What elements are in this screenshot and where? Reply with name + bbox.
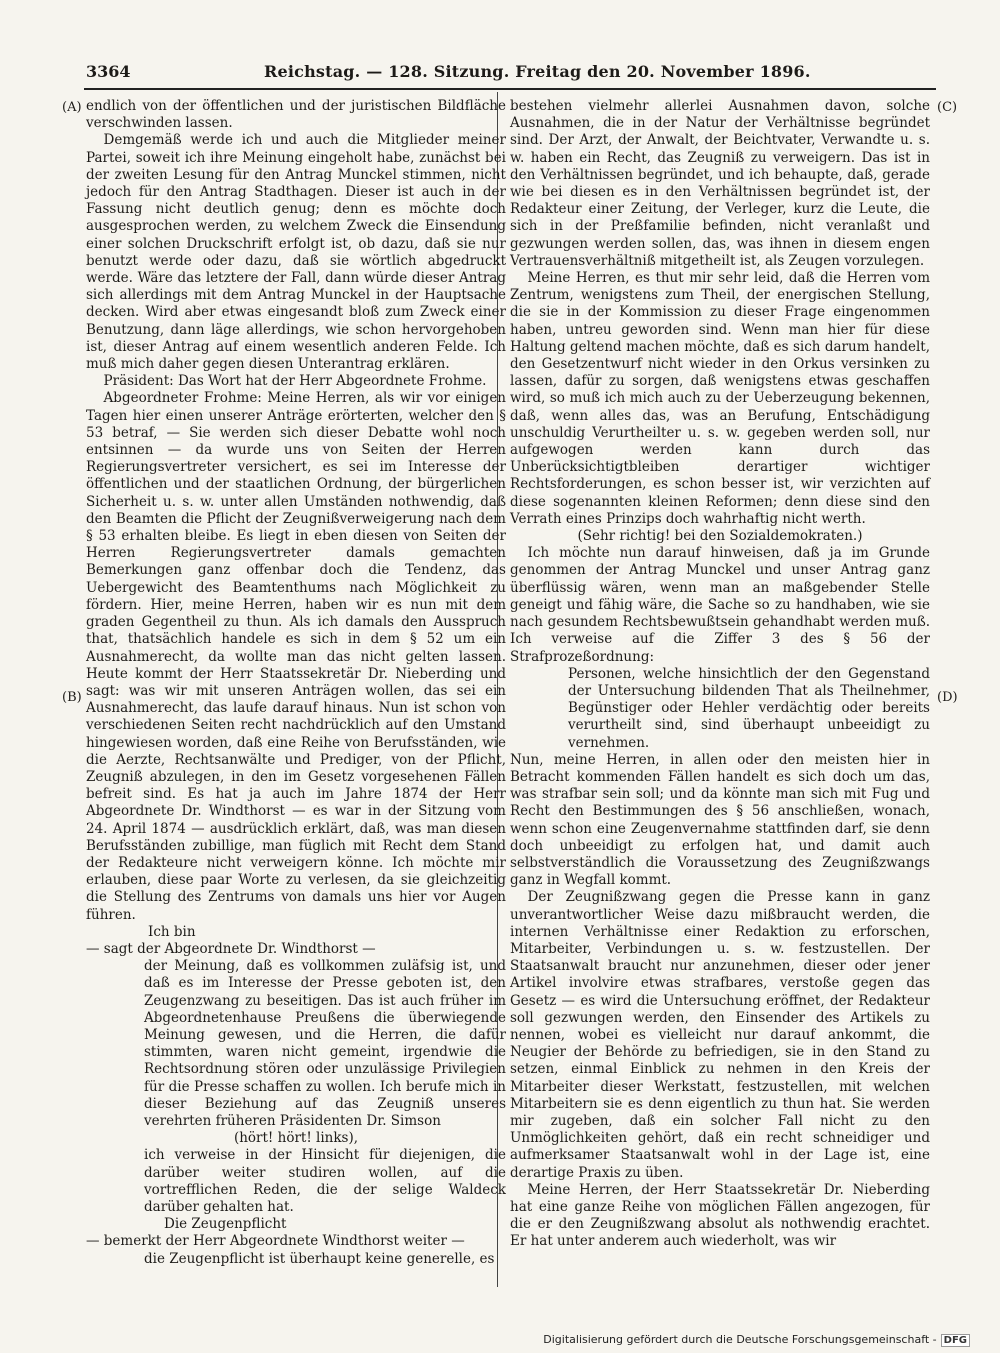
quote-line: Die Zeugenpflicht: [164, 1216, 287, 1233]
dfg-logo: DFG: [941, 1334, 970, 1347]
quote-paragraph: die Zeugenpflicht ist überhaupt keine generelle, es: [144, 1250, 495, 1267]
running-head: Reichstag. — 128. Sitzung. Freitag den 20. November 1896.: [264, 62, 811, 81]
paragraph: Meine Herren, es thut mir sehr leid, daß die Herren vom Zentrum, wenigstens zum Theil, der energischen Stellung, die sie in der Kommission zu dieser Frage eingenommen haben, untreu geworden sind. Wenn man hier für diese Haltung geltend machen möchte, daß es sich darum handelt, den Gesetzentwurf nicht wieder in den Orkus versinken zu lassen, dafür zu sorgen, daß wenigstens etwas geschaffen wird, so muß ich mich auch zu der Ueberzeugung bekennen, daß, wenn alles das, was an Berufung, Entschädigung unschuldig Verurtheilter u. s. w. gegeben werden soll, nur aufgewogen werden kann durch das Unberücksichtigtbleiben derartiger wichtiger Rechtsforderungen, es schon besser ist, wir verzichten auf diese sogenannten kleinen Reformen; denn diese sind den Verrath eines Prinzips doch wahrhaftig nicht werth.: [510, 270, 930, 527]
margin-mark-c: (C): [937, 100, 958, 115]
quote-line: Ich bin: [148, 923, 196, 940]
paragraph: Meine Herren, der Herr Staatssekretär Dr. Nieberding hat eine ganze Reihe von möglichen Fällen angezogen, für die er den Zeugnißzwang absolut als nothwendig erachtet. Er hat unter anderem auch wiederholt, was wir: [510, 1181, 930, 1250]
paragraph: endlich von der öffentlichen und der juristischen Bildfläche verschwinden lassen.: [86, 98, 506, 132]
margin-mark-a: (A): [62, 100, 82, 115]
attribution-line: — sagt der Abgeordnete Dr. Windthorst —: [86, 940, 376, 957]
page-number: 3364: [86, 62, 131, 81]
interjection: (Sehr richtig! bei den Sozialdemokraten.): [577, 528, 863, 545]
quote-paragraph: Personen, welche hinsichtlich der den Gegenstand der Untersuchung bildenden That als Theilnehmer, Begünstiger oder Hehler verdächtig oder bereits verurtheilt sind, sind überhaupt unbeeidigt zu vernehmen.: [568, 665, 930, 751]
quote-paragraph: der Meinung, daß es vollkommen zuläfsig ist, und daß es im Interesse der Presse geboten ist, den Zeugenzwang zu beseitigen. Das ist auch früher im Abgeordnetenhause Preußens die überwiegende Meinung gewesen, und die Herren, die dafür stimmten, waren nicht gemeint, irgendwie die Rechtsordnung stören oder unzulässige Privilegien für die Presse schaffen zu wollen. Ich berufe mich in dieser Beziehung auf das Zeugniß unseres verehrten früheren Präsidenten Dr. Simson: [144, 958, 506, 1129]
paragraph: Abgeordneter Frohme: Meine Herren, als wir vor einigen Tagen hier einen unserer Anträge erörterten, welcher den § 53 betraf, — Sie werden sich dieser Debatte wohl noch entsinnen — da wurde uns von Seiten der Herren Regierungsvertreter versichert, es sei im Interesse der öffentlichen und der staatlichen Ordnung, der bürgerlichen Sicherheit u. s. w. unter allen Umständen nothwendig, daß den Beamten die Pflicht der Zeugnißverweigerung nach dem § 53 erhalten bleibe. Es liegt in eben diesen von Seiten der Herren Regierungsvertreter damals gemachten Bemerkungen ganz offenbar doch die Tendenz, das Uebergewicht des Beamtenthums nach Möglichkeit zu fördern. Hier, meine Herren, haben wir es nun mit dem graden Gegentheil zu thun. Als ich damals den Ausspruch that, thatsächlich handele es sich in dem § 52 um ein Ausnahmerecht, da wollte man das nicht gelten lassen. Heute kommt der Herr Staatssekretär Dr. Nieberding und sagt: was wir mit unseren Anträgen wollen, das sei ein Ausnahmerecht, das laufe darauf hinaus. Nun ist schon von verschiedenen Seiten recht nachdrücklich auf den Umstand hingewiesen worden, daß eine Reihe von Berufsständen, wie die Aerzte, Rechtsanwälte und Prediger, von der Pflicht, Zeugniß abzulegen, in den im Gesetz vorgesehenen Fällen befreit sind. Es hat ja auch im Jahre 1874 der Herr Abgeordnete Dr. Windthorst — es war in der Sitzung vom 24. April 1874 — ausdrücklich erklärt, daß, was man diesen Berufsständen zubillige, man füglich mit Recht dem Stand der Redakteure nicht verweigern könne. Ich möchte mir erlauben, diese paar Worte zu verlesen, da sie gleichzeitig die Stellung des Zentrums von damals uns hier vor Augen führen.: [86, 390, 506, 923]
quote-paragraph: ich verweise in der Hinsicht für diejenigen, die darüber weiter studiren wollen, auf die vortrefflichen Reden, die der selige Waldeck darüber gehalten hat.: [144, 1147, 506, 1215]
paragraph: Demgemäß werde ich und auch die Mitglieder meiner Partei, soweit ich ihre Meinung eingeholt habe, zunächst bei der zweiten Lesung für den Antrag Munckel stimmen, nicht jedoch für den Antrag Stadthagen. Dieser ist auch in der Fassung nicht deutlich genug; denn es möchte doch ausgesprochen werden, zu welchem Zweck die Einsendung einer solchen Druckschrift erfolgt ist, ob dazu, daß sie nur benutzt werde oder dazu, daß sie wörtlich abgedruckt werde. Wäre das letztere der Fall, dann würde dieser Antrag sich allerdings mit dem Antrag Munckel in der Hauptsache decken. Wird aber etwas eingesandt bloß zum Zweck einer Benutzung, dann läge allerdings, wie schon hervorgehoben ist, dieser Antrag auf einem wesentlich anderen Felde. Ich muß mich daher gegen diesen Unterantrag erklären.: [86, 132, 506, 373]
left-column: [86, 98, 506, 1268]
paragraph: bestehen vielmehr allerlei Ausnahmen davon, solche Ausnahmen, die in der Natur der Verhältnisse begründet sind. Der Arzt, der Anwalt, der Beichtvater, Verwandte u. s. w. haben ein Recht, das Zeugniß zu verweigern. Das ist in den Verhältnissen begründet, und ich behaupte, daß, gerade wie bei diesen es in den Verhältnissen begründet ist, der Redakteur einer Zeitung, der Verleger, kurz die Leute, die sich in der Preßfamilie befinden, nicht veranlaßt und gezwungen werden sollen, das, was ihnen in diesem engen Vertrauensverhältniß mitgetheilt ist, als Zeugen vorzulegen.: [510, 98, 930, 269]
page-header: [86, 62, 936, 84]
paragraph: Präsident: Das Wort hat der Herr Abgeordnete Frohme.: [103, 373, 487, 390]
paragraph: Ich möchte nun darauf hinweisen, daß ja im Grunde genommen der Antrag Munckel und unser Antrag ganz überflüssig wären, wenn man an maßgebender Stelle geneigt und fähig wäre, die Sache so zu handhaben, wie sie nach gesundem Rechtsbewußtsein gehandhabt werden muß. Ich verweise auf die Ziffer 3 des § 56 der Strafprozeßordnung:: [510, 545, 930, 665]
attribution-line: — bemerkt der Herr Abgeordnete Windthorst weiter —: [86, 1233, 465, 1250]
right-column: [510, 98, 930, 1251]
paragraph: Nun, meine Herren, in allen oder den meisten hier in Betracht kommenden Fällen handelt es sich doch um das, was strafbar sein soll; und da könnte man sich mit Fug und Recht den Bestimmungen des § 56 anschließen, wonach, wenn schon eine Zeugenvernahme stattfinden darf, sie denn doch unbeeidigt zu erfolgen hat, und damit auch selbstverständlich die Voraussetzung des Zeugnißzwangs ganz in Wegfall kommt.: [510, 751, 930, 889]
footer-text: Digitalisierung gefördert durch die Deutsche Forschungsgemeinschaft -: [543, 1333, 937, 1346]
header-rule: [84, 88, 936, 90]
margin-mark-b: (B): [62, 690, 82, 705]
footer: [543, 1333, 970, 1347]
interjection: (hört! hört! links),: [233, 1130, 359, 1147]
paragraph: Der Zeugnißzwang gegen die Presse kann in ganz unverantwortlicher Weise dazu mißbraucht werden, die internen Verhältnisse einer Redaktion zu erforschen, Mitarbeiter, Verbindungen u. s. w. festzustellen. Der Staatsanwalt braucht nur anzunehmen, dieser oder jener Artikel involvire etwas strafbares, verstoße gegen das Gesetz — es wird die Untersuchung eröffnet, der Redakteur soll gezwungen werden, den Einsender des Artikels zu nennen, wobei es vielleicht nur darauf ankommt, die Neugier der Behörde zu befriedigen, sie in den Stand zu setzen, einmal Einblick zu nehmen in den Kreis der Mitarbeiter dieser Werkstatt, festzustellen, mit welchen Mitarbeitern sie es denn eigentlich zu thun hat. Sie werden mir zugeben, daß ein solcher Fall nicht zu den Unmöglichkeiten gehört, daß ein recht schneidiger und aufmerksamer Staatsanwalt wohl in der Lage ist, eine derartige Praxis zu üben.: [510, 889, 930, 1181]
margin-mark-d: (D): [937, 690, 958, 705]
